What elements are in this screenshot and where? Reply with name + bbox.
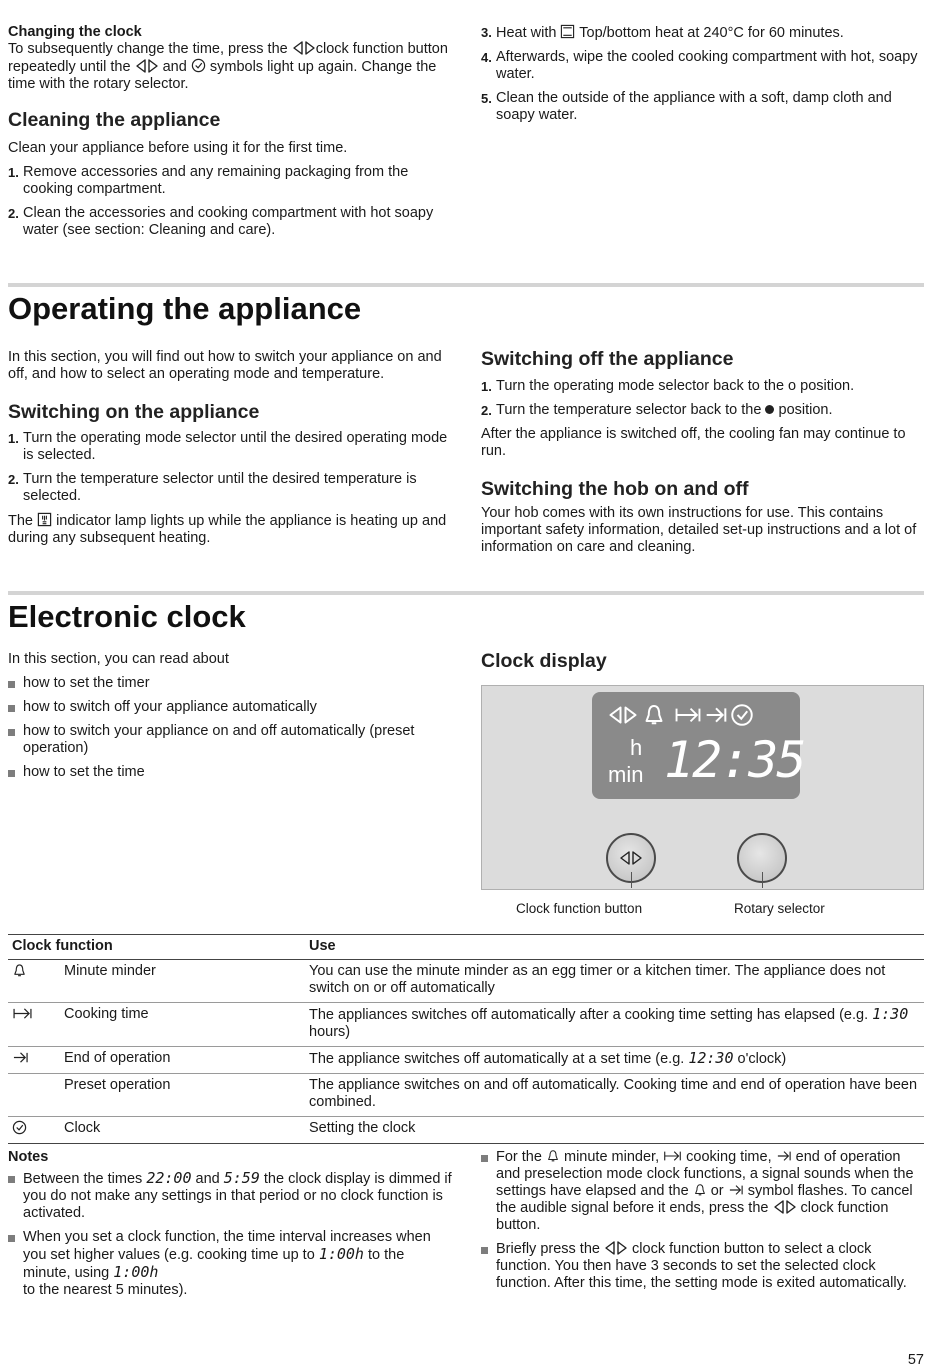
- step-number: 3.: [481, 25, 492, 40]
- screen-time-readout: 12:35: [664, 731, 805, 789]
- screen-bell-icon: [642, 702, 666, 728]
- screen-min-label: min: [608, 762, 644, 787]
- hob-text: Your hob comes with its own instructions for use. This contains important safety information, detailed set-up instructions and a lot of information on care and cleaning.: [481, 505, 917, 555]
- bell-icon: [546, 1149, 560, 1163]
- leader-line: [762, 872, 763, 888]
- changing-text-2: clock function button repeatedly until the: [8, 41, 448, 75]
- table-cell-name: Cooking time: [60, 1003, 305, 1047]
- use-text-pre: The appliance switches off automatically at a set time (e.g.: [309, 1051, 685, 1067]
- step-text-pre: Turn the temperature selector back to the: [496, 402, 762, 418]
- list-item: [8, 1170, 452, 1222]
- segment-time: 22:00: [146, 1169, 192, 1187]
- use-text-post: o'clock): [737, 1051, 787, 1067]
- step-text: Afterwards, wipe the cooled cooking compartment with hot, soapy water.: [496, 49, 918, 82]
- step-number: 1.: [481, 379, 492, 394]
- list-item: [481, 378, 925, 395]
- segment-time: 1:30: [872, 1005, 909, 1023]
- operating-title: Operating the appliance: [8, 291, 362, 326]
- clock-function-table: [8, 934, 924, 1144]
- electronic-clock-title: Electronic clock: [8, 599, 246, 634]
- note-text: to the nearest 5 minutes).: [23, 1282, 188, 1298]
- changing-clock-heading: Changing the clock: [8, 24, 142, 40]
- hob-heading: Switching the hob on and off: [481, 478, 749, 500]
- notes-list-right: [481, 1149, 925, 1292]
- clock-screen: [592, 692, 805, 799]
- note-text: Between the times: [23, 1171, 143, 1187]
- column-header-function: Clock function: [8, 935, 305, 960]
- clock-function-arrows-icon: [135, 59, 159, 73]
- top-bottom-heat-icon: [560, 24, 575, 39]
- segment-time: 12:30: [688, 1049, 734, 1067]
- list-item: [481, 24, 925, 42]
- use-text-pre: The appliances switches off automatically after a cooking time setting has elapsed (e.g.: [309, 1007, 869, 1023]
- table-cell-name: Preset operation: [60, 1074, 305, 1117]
- list-item: [8, 1229, 452, 1299]
- cooking-time-icon: [663, 1149, 682, 1163]
- note-text: end of operation and preselection mode clock functions, a signal sounds when the settings have elapsed and the: [496, 1149, 914, 1199]
- switching-on-steps: [8, 430, 452, 505]
- changing-clock-text: [8, 41, 452, 93]
- step-number: 2.: [481, 403, 492, 418]
- operating-intro: In this section, you will find out how to switch your appliance on and off, and how to select an operating mode and temperature.: [8, 349, 442, 382]
- list-item: [481, 1241, 925, 1292]
- changing-text-4: symbols light up again. Change the time with the rotary selector.: [8, 59, 437, 92]
- bell-icon: [12, 963, 27, 978]
- step-number: 2.: [8, 472, 19, 487]
- step-number: 1.: [8, 431, 19, 446]
- list-item: [481, 90, 925, 124]
- table-cell-use: [305, 1047, 924, 1074]
- step-text: Top/bottom heat at 240°C for 60 minutes.: [579, 25, 844, 41]
- table-row: [8, 1003, 924, 1047]
- rotary-selector-caption: Rotary selector: [734, 901, 825, 916]
- table-cell-use: [305, 1003, 924, 1047]
- switching-off-heading: Switching off the appliance: [481, 348, 734, 370]
- note-text: the clock display is dimmed if you do not make any settings in that period or no clock function is activated.: [23, 1171, 452, 1221]
- table-cell-use: Setting the clock: [305, 1117, 924, 1144]
- table-cell-use: You can use the minute minder as an egg timer or a kitchen timer. The appliance does not switch on or off automatically: [305, 960, 924, 1003]
- cleaning-steps-right: [481, 24, 925, 124]
- operating-left-column: [8, 349, 452, 547]
- list-item: [8, 430, 452, 464]
- clock-left-column: [8, 651, 452, 788]
- top-right-column: [481, 24, 925, 131]
- list-item: [8, 205, 452, 239]
- list-item: [481, 402, 925, 419]
- cleaning-heading: Cleaning the appliance: [8, 109, 221, 131]
- note-text: cooking time,: [686, 1149, 772, 1165]
- note-text: to the minute, using: [23, 1247, 405, 1281]
- clock-function-arrows-icon: [773, 1200, 797, 1214]
- table-cell-icon: [8, 1047, 60, 1074]
- list-item: [481, 49, 925, 83]
- cleaning-intro: Clean your appliance before using it for the first time.: [8, 140, 348, 156]
- note-text: Briefly press the: [496, 1241, 600, 1257]
- table-cell-name: Clock: [60, 1117, 305, 1144]
- section-divider: [8, 283, 924, 287]
- clock-topics-list: [8, 675, 452, 781]
- step-text: Remove accessories and any remaining packaging from the cooking compartment.: [23, 164, 409, 197]
- lamp-text-pre: The: [8, 513, 33, 529]
- table-cell-name: End of operation: [60, 1047, 305, 1074]
- changing-text-1: To subsequently change the time, press the: [8, 41, 288, 57]
- clock-icon: [191, 58, 206, 73]
- table-cell-icon: [8, 1117, 60, 1144]
- clock-function-button-caption: Clock function button: [516, 901, 643, 916]
- clock-function-arrows-icon: [604, 1241, 628, 1255]
- filled-dot-icon: [765, 405, 774, 414]
- list-item: how to set the timer: [8, 675, 452, 692]
- bell-icon: [693, 1183, 707, 1197]
- changing-text-3: and: [162, 59, 187, 75]
- table-header-row: [8, 935, 924, 960]
- table-cell-name: Minute minder: [60, 960, 305, 1003]
- switching-on-heading: Switching on the appliance: [8, 401, 260, 423]
- segment-time: 1:00h: [318, 1245, 364, 1263]
- clock-icon: [12, 1120, 27, 1135]
- note-text: clock function button to select a clock function. You then have 3 seconds to set the selected clock function. After this time, the setting mode is exited automatically.: [496, 1241, 907, 1291]
- end-of-operation-icon: [728, 1183, 744, 1197]
- step-number: 4.: [481, 50, 492, 65]
- switching-off-steps: [481, 378, 925, 419]
- screen-h-label: h: [630, 735, 643, 760]
- list-item: how to set the time: [8, 764, 452, 781]
- table-row: [8, 1074, 924, 1117]
- step-text: Turn the temperature selector until the desired temperature is selected.: [23, 471, 417, 504]
- list-item: how to switch off your appliance automatically: [8, 699, 452, 716]
- use-text-post: hours): [309, 1024, 351, 1040]
- note-text: When you set a clock function, the time interval increases when you set higher values (e.g. cooking time up to: [23, 1229, 431, 1263]
- step-text: Turn the operating mode selector until the desired operating mode is selected.: [23, 430, 448, 463]
- step-text-pre: Heat with: [496, 25, 557, 41]
- clock-function-arrows-icon: [292, 41, 316, 55]
- list-item: [481, 1149, 925, 1234]
- step-number: 2.: [8, 206, 19, 221]
- column-header-use: Use: [305, 935, 924, 960]
- step-text-post: position.: [778, 402, 833, 418]
- leader-line: [631, 872, 632, 888]
- table-cell-icon: [8, 1074, 60, 1117]
- top-left-column: [8, 24, 452, 246]
- section-divider: [8, 591, 924, 595]
- table-row: [8, 960, 924, 1003]
- end-of-operation-icon: [776, 1149, 792, 1163]
- operating-right-column: [481, 348, 925, 556]
- step-number: 5.: [481, 91, 492, 106]
- indicator-lamp-text: [8, 512, 452, 547]
- list-item: [8, 164, 452, 198]
- notes-left-column: [8, 1149, 452, 1306]
- page-number: 57: [907, 1352, 924, 1368]
- switch-off-note: After the appliance is switched off, the cooling fan may continue to run.: [481, 426, 906, 459]
- cleaning-steps-left: [8, 164, 452, 239]
- clock-intro: In this section, you can read about: [8, 651, 229, 667]
- note-text: minute minder,: [564, 1149, 660, 1165]
- notes-heading: Notes: [8, 1149, 49, 1165]
- table-cell-icon: [8, 1003, 60, 1047]
- clock-function-arrows-icon: [619, 851, 643, 865]
- clock-display-illustration: [481, 685, 924, 890]
- step-text: Turn the operating mode selector back to the o position.: [496, 378, 855, 394]
- step-text: Clean the outside of the appliance with a soft, damp cloth and soapy water.: [496, 90, 892, 123]
- note-text: symbol flashes. To cancel the audible signal before it ends, press the: [496, 1183, 913, 1216]
- table-cell-icon: [8, 960, 60, 1003]
- notes-list-left: [8, 1170, 452, 1299]
- list-item: [8, 471, 452, 505]
- screen-clock-icon: [730, 703, 754, 727]
- segment-time: 1:00h: [113, 1263, 159, 1281]
- end-of-operation-icon: [12, 1050, 29, 1065]
- note-text: For the: [496, 1149, 542, 1165]
- note-text: clock function button.: [496, 1200, 889, 1233]
- lamp-text-post: indicator lamp lights up while the appliance is heating up and during any subsequent heating.: [8, 513, 447, 546]
- screen-end-icon: [704, 704, 728, 726]
- step-text: Clean the accessories and cooking compartment with hot soapy water (see section: Cleaning and care).: [23, 205, 434, 238]
- list-item: how to switch your appliance on and off automatically (preset operation): [8, 723, 452, 757]
- screen-cooking-time-icon: [674, 704, 702, 726]
- segment-time: 5:59: [223, 1169, 260, 1187]
- clock-display-heading: Clock display: [481, 650, 607, 672]
- notes-right-column: [481, 1149, 925, 1299]
- note-text: and: [195, 1171, 220, 1187]
- heating-indicator-icon: [37, 512, 52, 527]
- cooking-time-icon: [12, 1006, 33, 1021]
- screen-arrows-icon: [608, 706, 638, 724]
- table-row: [8, 1117, 924, 1144]
- table-cell-use: The appliance switches on and off automatically. Cooking time and end of operation have been combined.: [305, 1074, 924, 1117]
- step-number: 1.: [8, 165, 19, 180]
- note-text: or: [710, 1183, 724, 1199]
- table-row: [8, 1047, 924, 1074]
